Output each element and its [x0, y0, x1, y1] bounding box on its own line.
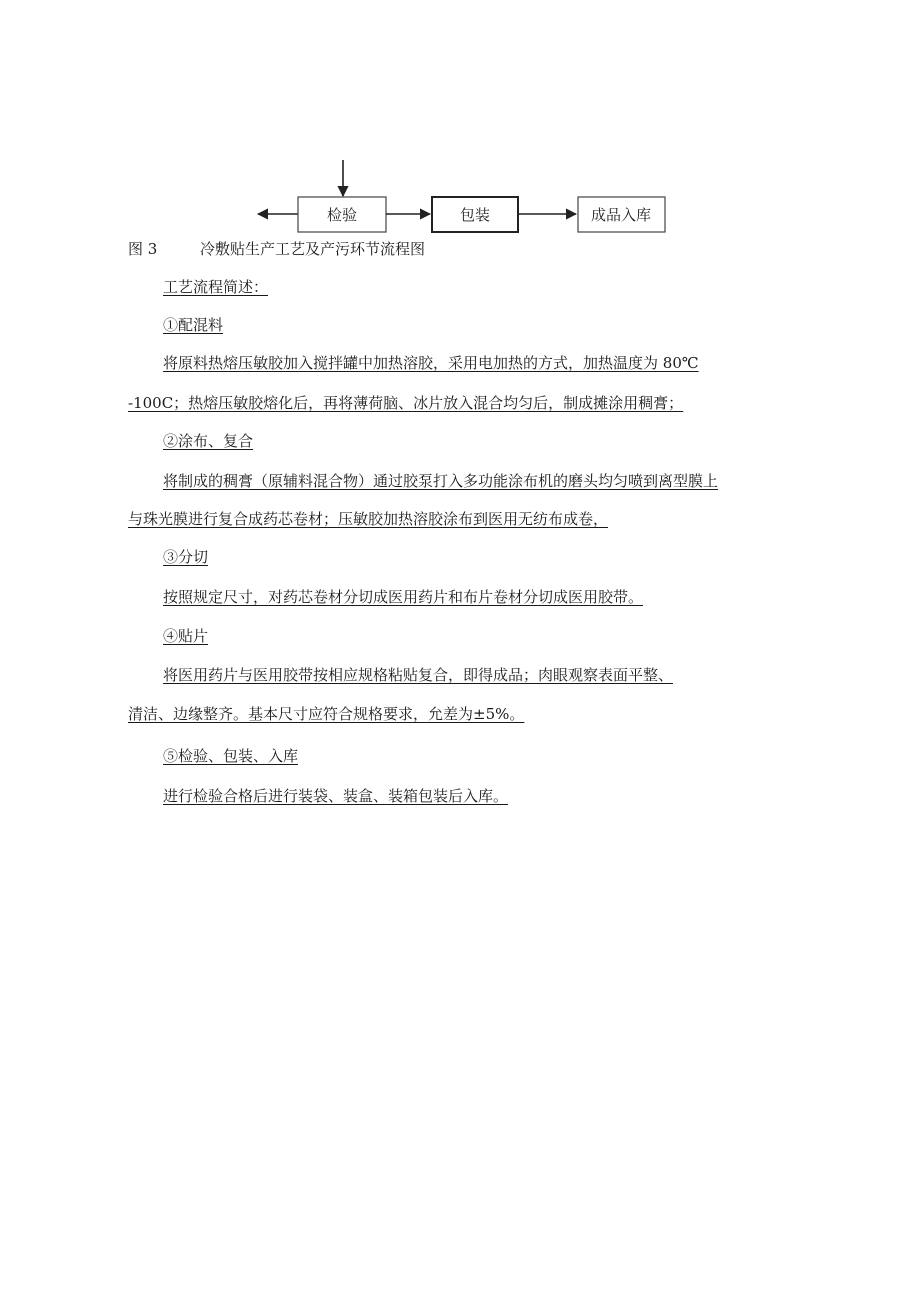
flowchart-svg — [0, 0, 920, 240]
step2-text-line1: 将制成的稠膏（原辅料混合物）通过胶泵打入多功能涂布机的磨头均匀喷到离型膜上 — [163, 472, 719, 490]
packaging-box-label: 包装 — [459, 206, 491, 224]
process-intro: 工艺流程简述： — [163, 278, 269, 296]
step4-title: ④贴片 — [163, 627, 209, 645]
step2-title: ②涂布、复合 — [163, 432, 254, 450]
process-flowchart — [0, 0, 920, 240]
warehouse-box-label: 成品入库 — [590, 206, 652, 224]
figure-caption — [128, 238, 425, 260]
inspection-box-label: 检验 — [326, 206, 358, 224]
step4-text-line2: 清洁、边缘整齐。基本尺寸应符合规格要求，允差为±5%。 — [128, 705, 525, 723]
step5-title: ⑤检验、包装、入库 — [163, 747, 299, 765]
step4-text-line1: 将医用药片与医用胶带按相应规格粘贴复合，即得成品；肉眼观察表面平整、 — [163, 666, 674, 684]
figure-title: 冷敷贴生产工艺及产污环节流程图 — [200, 240, 426, 258]
step5-text-line1: 进行检验合格后进行装袋、装盒、装箱包装后入库。 — [163, 787, 509, 805]
step1-text-line2: -100C；热熔压敏胶熔化后，再将薄荷脑、冰片放入混合均匀后，制成摊涂用稠膏； — [128, 394, 684, 412]
step1-title: ①配混料 — [163, 316, 224, 334]
step3-text-line1: 按照规定尺寸，对药芯卷材分切成医用药片和布片卷材分切成医用胶带。 — [163, 588, 644, 606]
step3-title: ③分切 — [163, 548, 209, 566]
figure-number: 图 3 — [128, 240, 158, 258]
step2-text-line2: 与珠光膜进行复合成药芯卷材；压敏胶加热溶胶涂布到医用无纺布成卷， — [128, 510, 609, 528]
step1-text-line1: 将原料热熔压敏胶加入搅拌罐中加热溶胶，采用电加热的方式，加热温度为 80℃ — [163, 354, 699, 372]
